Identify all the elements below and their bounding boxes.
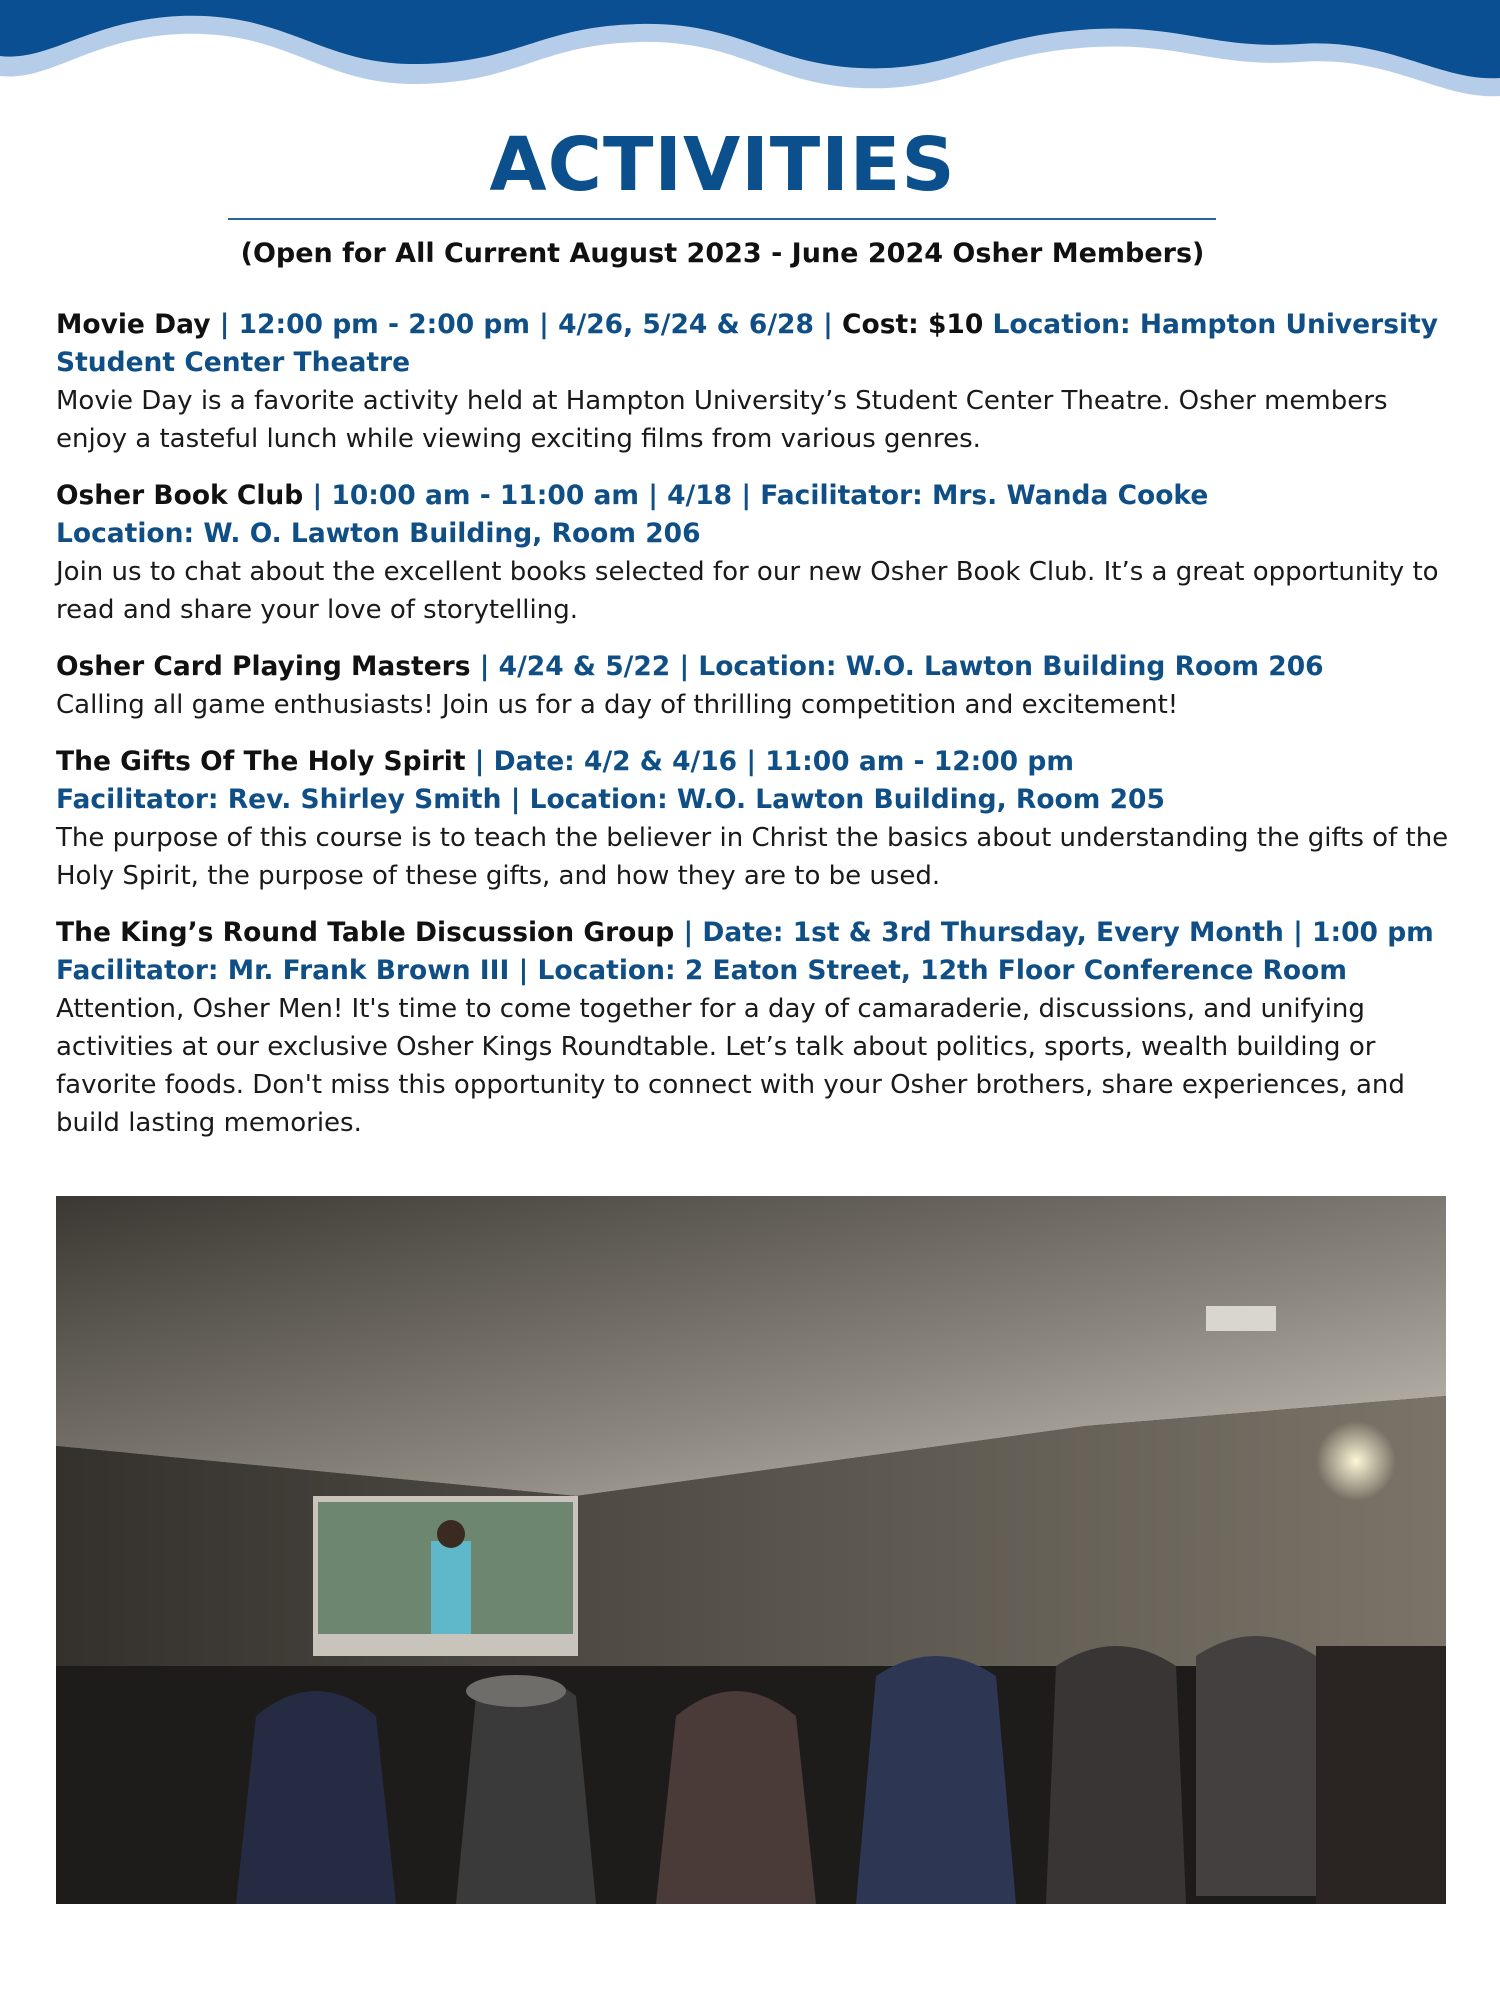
activity-location: Location: W. O. Lawton Building, Room 206 xyxy=(56,518,701,549)
activity-holy-spirit xyxy=(56,743,1456,895)
activity-header xyxy=(56,648,1456,686)
activity-details: | Date: 1st & 3rd Thursday, Every Month | 1:00 pm xyxy=(674,917,1434,948)
activity-name: Osher Card Playing Masters xyxy=(56,651,471,682)
title-divider xyxy=(228,218,1216,220)
activity-name: Osher Book Club xyxy=(56,480,304,511)
activities-list xyxy=(56,306,1456,1161)
activity-book-club xyxy=(56,477,1456,629)
activity-card-playing xyxy=(56,648,1456,724)
activity-details: | 4/24 & 5/22 | Location: W.O. Lawton Building Room 206 xyxy=(470,651,1324,682)
activity-description: The purpose of this course is to teach the believer in Christ the basics about understanding the gifts of the Holy Spirit, the purpose of these gifts, and how they are to be used. xyxy=(56,823,1449,891)
activity-header xyxy=(56,743,1456,781)
activity-facilitator-location: Facilitator: Mr. Frank Brown III | Location: 2 Eaton Street, 12th Floor Conference Room xyxy=(56,955,1347,986)
activity-header xyxy=(56,477,1456,515)
activity-header xyxy=(56,914,1456,952)
activity-details: | 10:00 am - 11:00 am | 4/18 | Facilitator: Mrs. Wanda Cooke xyxy=(303,480,1209,511)
activity-description: Calling all game enthusiasts! Join us for a day of thrilling competition and excitement! xyxy=(56,690,1179,720)
activity-header xyxy=(56,306,1456,382)
activity-location: Location: Hampton University Student Center Theatre xyxy=(56,309,1439,378)
activity-description: Join us to chat about the excellent books selected for our new Osher Book Club. It’s a great opportunity to read and share your love of storytelling. xyxy=(56,557,1439,625)
page-title: ACTIVITIES xyxy=(489,122,956,208)
activity-name: The King’s Round Table Discussion Group xyxy=(56,917,675,948)
activity-kings-round-table xyxy=(56,914,1456,1142)
activity-name: The Gifts Of The Holy Spirit xyxy=(56,746,466,777)
movie-theatre-photo xyxy=(56,1196,1446,1904)
activity-details: | 12:00 pm - 2:00 pm | 4/26, 5/24 & 6/28 | xyxy=(210,309,843,340)
activity-details: | Date: 4/2 & 4/16 | 11:00 am - 12:00 pm xyxy=(465,746,1074,777)
activity-name: Movie Day xyxy=(56,309,211,340)
activity-cost: Cost: $10 xyxy=(842,309,984,340)
activity-movie-day xyxy=(56,306,1456,458)
header-wave xyxy=(0,0,1500,110)
activity-description: Movie Day is a favorite activity held at Hampton University’s Student Center Theatre. Osher members enjoy a tasteful lunch while viewing exciting films from various genres. xyxy=(56,386,1388,454)
activity-description: Attention, Osher Men! It's time to come together for a day of camaraderie, discussions, and unifying activities at our exclusive Osher Kings Roundtable. Let’s talk about politics, sports, wealth building or favorite foods. Don't miss this opportunity to connect with your Osher brothers, share experiences, and build lasting memories. xyxy=(56,994,1405,1138)
activity-facilitator-location: Facilitator: Rev. Shirley Smith | Location: W.O. Lawton Building, Room 205 xyxy=(56,784,1165,815)
page-subtitle: (Open for All Current August 2023 - June 2024 Osher Members) xyxy=(240,238,1205,269)
